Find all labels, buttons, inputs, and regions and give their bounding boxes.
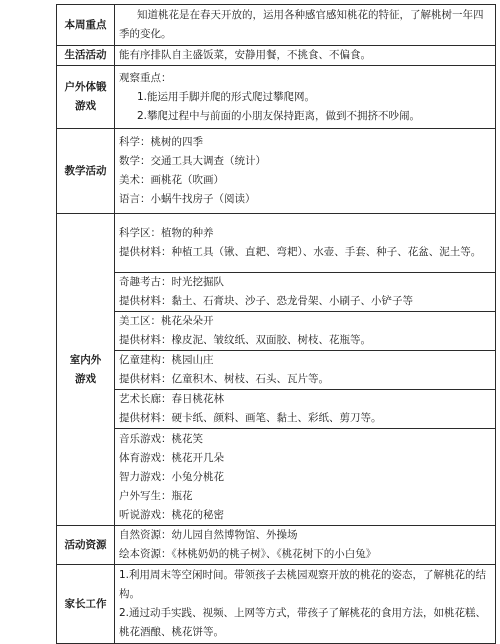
area-title: 奇趣考古：时光挖掘队 [119,276,224,288]
header-weekly-focus: 本周重点 [57,5,115,46]
game-item: 户外写生：瓶花 [119,489,193,502]
row-area-games [57,429,496,526]
header-teaching-activity: 教学活动 [57,129,115,214]
parent-item: 2.通过动手实践、视频、上网等方式，带孩子了解桃花的食用方法，如桃花糕、桃花酒酿、桃花饼等。 [119,607,487,638]
row-area-gallery [57,390,496,429]
header-activity-resources: 活动资源 [57,526,115,565]
row-activity-resources [57,526,496,565]
weekly-plan-table [56,4,496,644]
outdoor-observation-title: 观察重点： [119,71,172,84]
header-outdoor-exercise: 户外体锻 游戏 [57,66,115,129]
area-title: 科学区：植物的种养 [119,227,214,239]
area-materials: 提供材料：种植工具（锹、直耙、弯耙）、水壶、手套、种子、花盆、泥土等。 [119,246,482,258]
header-life-activity: 生活活动 [57,46,115,66]
resource-item: 绘本资源：《林桃奶奶的桃子树》、《桃花树下的小白兔》 [119,548,377,560]
area-title: 艺术长廊：春日桃花林 [119,393,224,405]
header-indoor-outdoor-games: 室内外 游戏 [57,214,115,526]
row-area-archaeology [57,273,496,312]
teaching-item: 语言：小蜗牛找房子（阅读） [119,193,256,205]
row-parent-work [57,565,496,644]
row-area-building [57,351,496,390]
game-item: 音乐游戏：桃花笑 [119,432,203,445]
row-teaching-activity [57,129,496,214]
row-outdoor-exercise [57,66,496,129]
area-materials: 提供材料：橡皮泥、皱纹纸、双面胶、树枝、花瓶等。 [119,334,371,346]
teaching-item: 美术：画桃花（吹画） [119,174,224,186]
row-area-art [57,312,496,351]
area-title: 亿童建构：桃园山庄 [119,354,214,366]
teaching-item: 数学：交通工具大调查（统计） [119,155,266,167]
game-item: 体育游戏：桃花开几朵 [119,451,224,464]
row-life-activity [57,46,496,66]
row-weekly-focus [57,5,496,46]
weekly-focus-text: 知道桃花是在春天开放的，运用各种感官感知桃花的特征，了解桃树一年四季的变化。 [119,9,484,40]
game-item: 听说游戏：桃花的秘密 [119,508,224,521]
header-parent-work: 家长工作 [57,565,115,644]
parent-item: 1.利用周末等空闲时间。带领孩子去桃园观察开放的桃花的姿态，了解桃花的结构。 [119,569,487,600]
game-item: 智力游戏：小兔分桃花 [119,470,224,483]
area-materials: 提供材料：亿童积木、树枝、石头、瓦片等。 [119,373,329,385]
outdoor-point-1: 1.能运用手脚并爬的形式爬过攀爬网。 [137,90,316,103]
teaching-item: 科学：桃树的四季 [119,136,203,148]
row-area-science [57,214,496,273]
outdoor-point-2: 2.攀爬过程中与前面的小朋友保持距离，做到不拥挤不吵闹。 [137,109,421,122]
area-title: 美工区：桃花朵朵开 [119,315,214,327]
area-materials: 提供材料：黏土、石膏块、沙子、恐龙骨架、小刷子、小铲子等 [119,295,413,307]
resource-item: 自然资源：幼儿园自然博物馆、外操场 [119,529,298,541]
area-materials: 提供材料：硬卡纸、颜料、画笔、黏土、彩纸、剪刀等。 [119,412,382,424]
life-activity-text: 能有序排队自主盛饭菜，安静用餐，不挑食、不偏食。 [119,49,371,61]
